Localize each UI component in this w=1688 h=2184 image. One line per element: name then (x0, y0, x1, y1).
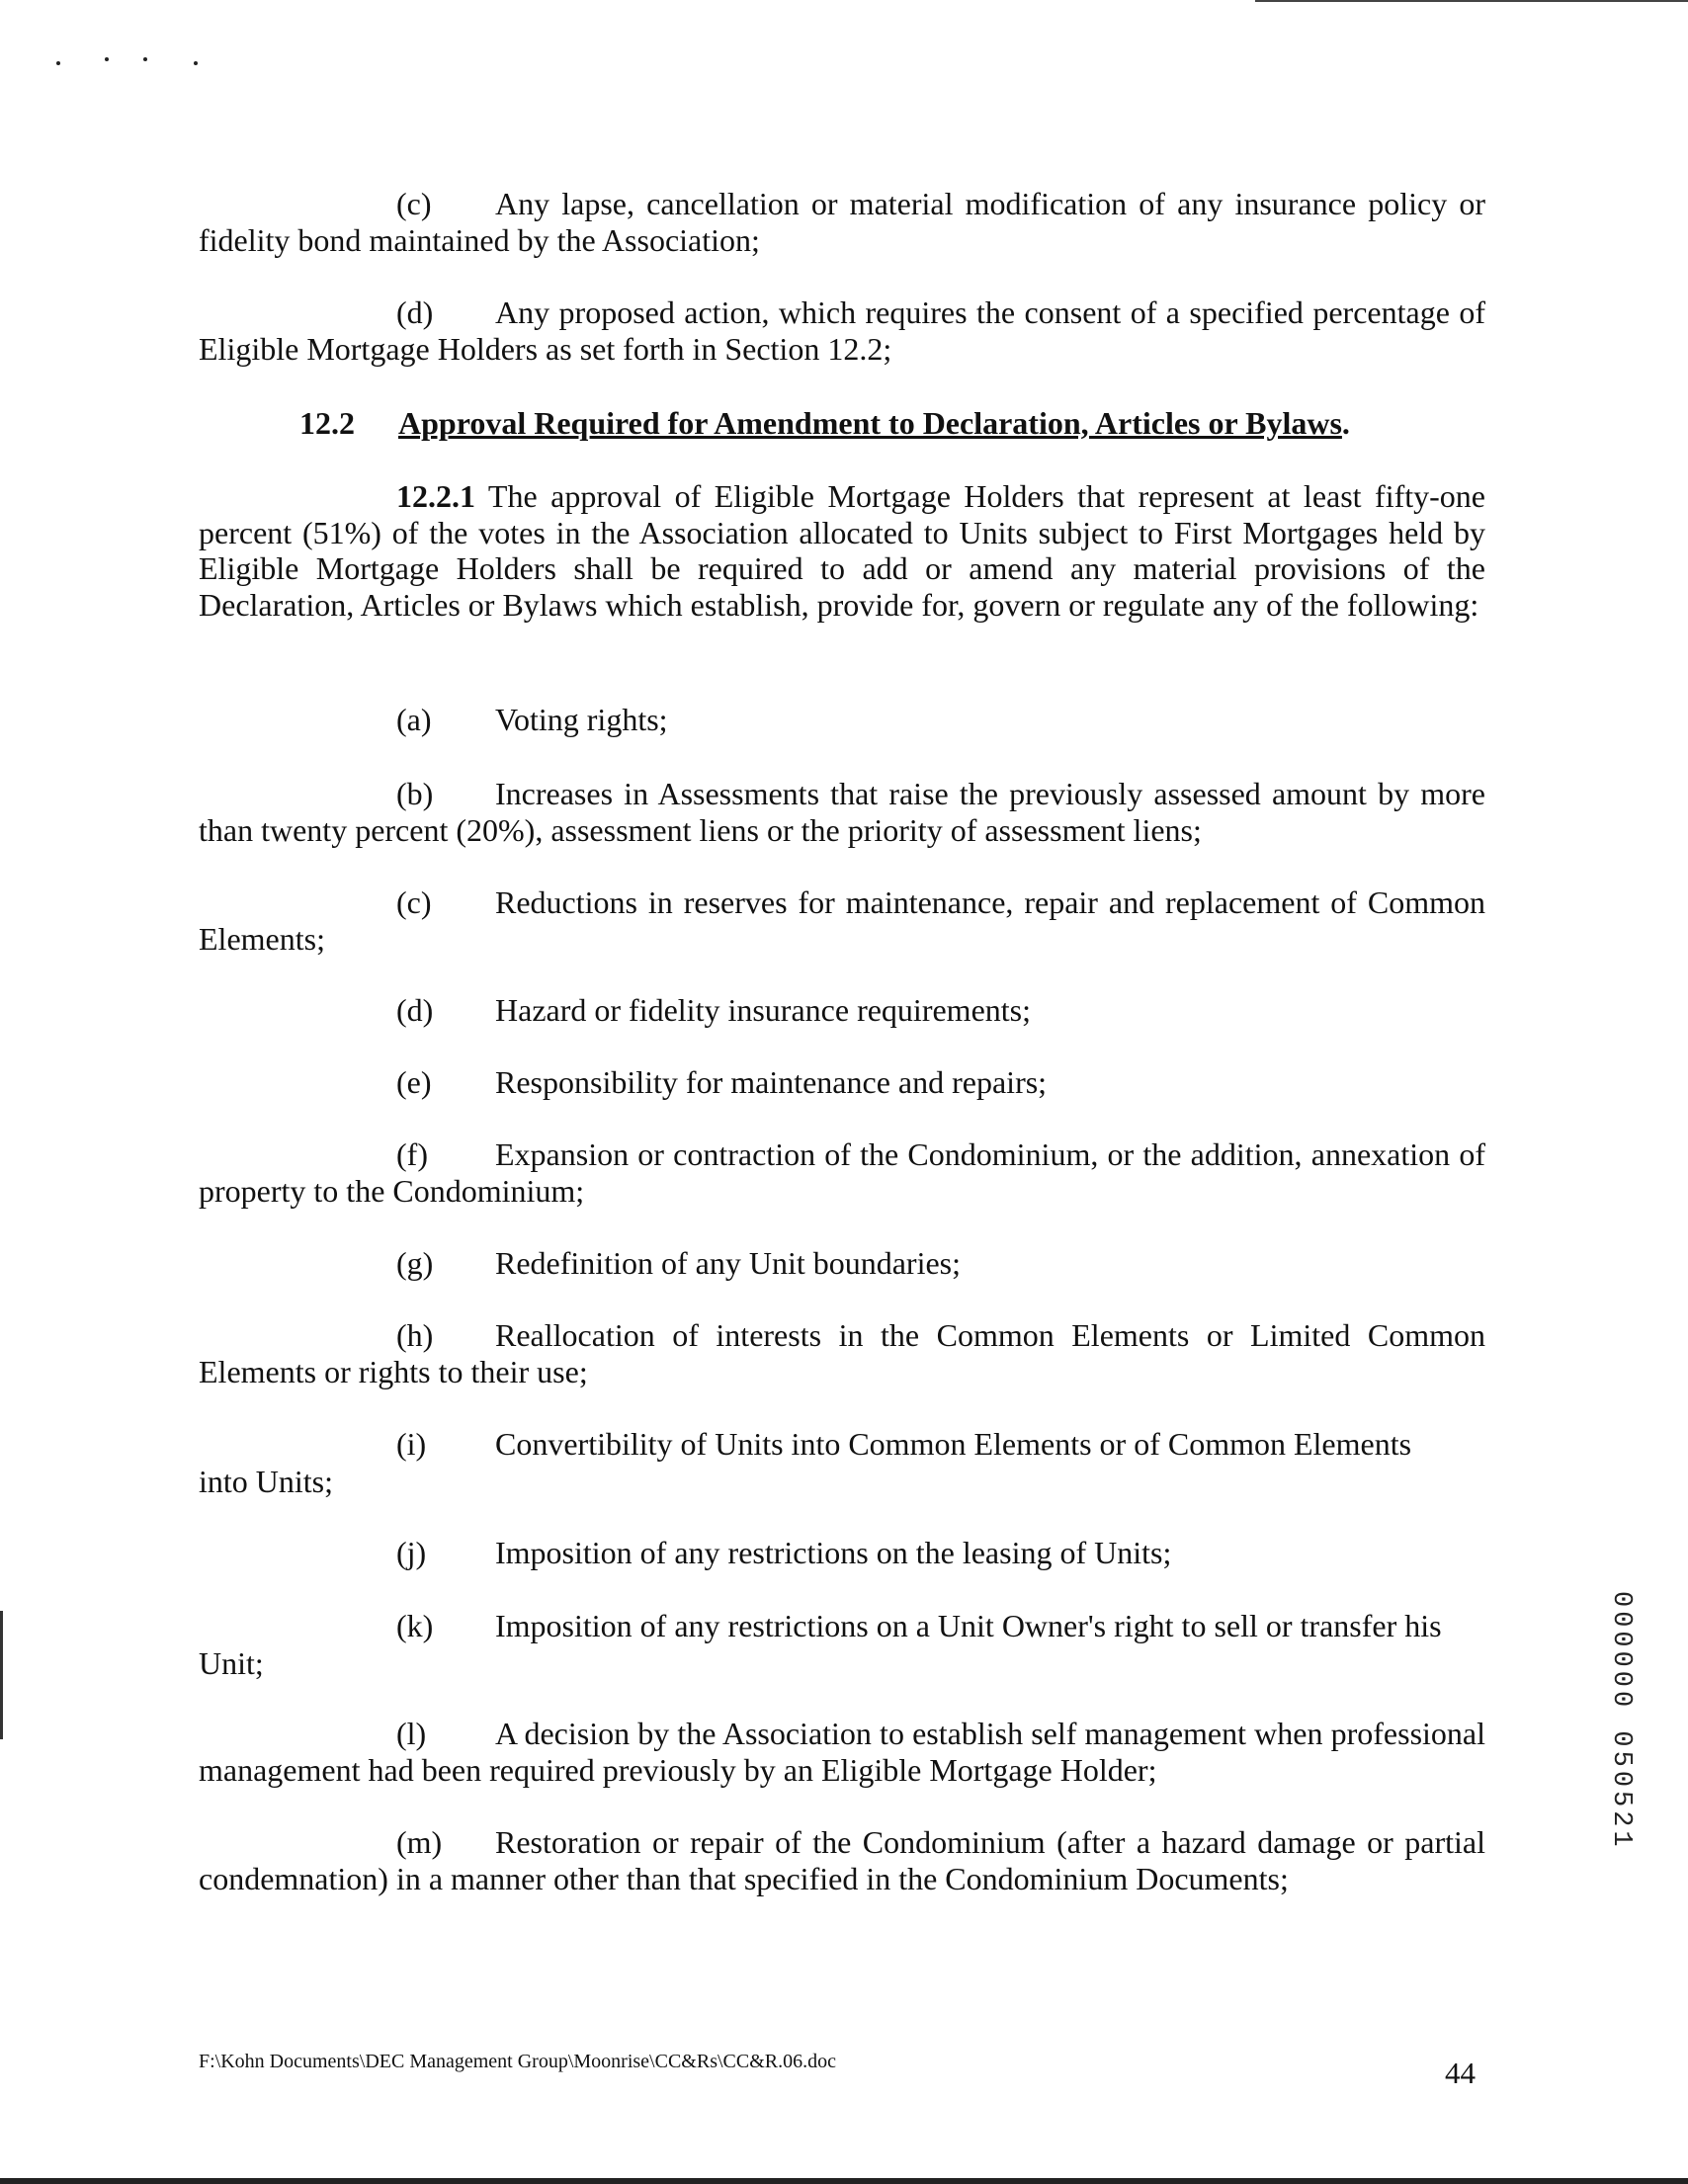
item-text: Imposition of any restrictions on the leasing of Units; (495, 1535, 1172, 1570)
list-item (199, 1136, 1485, 1209)
section-title: Approval Required for Amendment to Declaration, Articles or Bylaws (398, 405, 1342, 441)
subsection-text: The approval of Eligible Mortgage Holders that represent at least fifty-one percent (51%) of the votes in the Association allocated to Units subject to First Mortgages held by Eligible Mortgage Holders shall be required to add or amend any material provisions of the Declaration, Articles or Bylaws which establish, provide for, govern or regulate any of the following: (199, 478, 1486, 623)
page-number: 44 (1445, 2056, 1476, 2090)
item-label: (k) (396, 1608, 434, 1643)
list-item (199, 1607, 1485, 1682)
item-label: (c) (396, 884, 432, 920)
item-c-insurance-lapse (199, 186, 1485, 258)
item-label: (b) (396, 776, 434, 811)
item-text-continued: into Units; (199, 1464, 334, 1499)
subsection-12-2-1 (199, 478, 1485, 623)
section-number: 12.2 (299, 405, 355, 441)
list-item (199, 1245, 1485, 1282)
item-label: (j) (396, 1535, 427, 1570)
item-text: Imposition of any restrictions on a Unit Owner's right to sell or transfer his (495, 1608, 1442, 1643)
bates-number: 000000 050521 (1606, 1591, 1636, 1851)
item-text-continued: Unit; (199, 1645, 264, 1681)
item-text: Reductions in reserves for maintenance, repair and replacement of Common Elements; (199, 884, 1485, 957)
item-text: Voting rights; (495, 702, 668, 737)
scan-edge-top (1255, 0, 1688, 2)
list-item (199, 1425, 1485, 1500)
item-text: Hazard or fidelity insurance requirements; (495, 992, 1031, 1028)
item-text: Restoration or repair of the Condominium (after a hazard damage or partial condemnation) in a manner other than that specified in the Condominium Documents; (199, 1824, 1485, 1896)
list-item (199, 1317, 1485, 1389)
section-title-end: . (1341, 405, 1350, 441)
item-label: (l) (396, 1716, 427, 1751)
item-text: A decision by the Association to establish self management when professional management had been required previously by an Eligible Mortgage Holder; (199, 1716, 1485, 1788)
list-item (199, 1064, 1485, 1101)
item-text: Convertibility of Units into Common Elements or of Common Elements (495, 1426, 1412, 1462)
subsection-number: 12.2.1 (396, 478, 475, 514)
scan-speck (56, 61, 60, 65)
scan-edge-bottom (0, 2178, 1688, 2184)
item-label: (d) (396, 294, 434, 330)
item-text: Responsibility for maintenance and repairs; (495, 1064, 1048, 1100)
section-heading (299, 405, 1350, 442)
item-label: (e) (396, 1064, 432, 1100)
scan-edge-left (0, 1611, 3, 1739)
list-item (199, 1716, 1485, 1788)
list-item (199, 776, 1485, 848)
item-label: (d) (396, 992, 434, 1028)
item-label: (a) (396, 702, 432, 737)
item-label: (g) (396, 1245, 434, 1281)
scan-speck (143, 57, 147, 61)
item-label: (f) (396, 1136, 428, 1172)
list-item (199, 702, 1485, 738)
item-d-proposed-action (199, 294, 1485, 367)
item-text: Any proposed action, which requires the consent of a specified percentage of Eligible Mortgage Holders as set forth in Section 12.2; (199, 294, 1485, 367)
list-item (199, 1535, 1485, 1571)
footer-file-path: F:\Kohn Documents\DEC Management Group\Moonrise\CC&Rs\CC&R.06.doc (199, 2051, 836, 2072)
item-label: (m) (396, 1824, 443, 1860)
item-text: Increases in Assessments that raise the previously assessed amount by more than twenty percent (20%), assessment liens or the priority of assessment liens; (199, 776, 1485, 848)
item-text: Redefinition of any Unit boundaries; (495, 1245, 962, 1281)
item-label: (h) (396, 1317, 434, 1353)
scan-speck (194, 61, 198, 65)
item-text: Expansion or contraction of the Condominium, or the addition, annexation of property to the Condominium; (199, 1136, 1485, 1209)
list-item (199, 992, 1485, 1029)
list-item (199, 1824, 1485, 1896)
scan-speck (105, 57, 109, 61)
item-text: Any lapse, cancellation or material modification of any insurance policy or fidelity bond maintained by the Association; (199, 186, 1485, 258)
item-label: (i) (396, 1426, 427, 1462)
list-item (199, 884, 1485, 957)
item-text: Reallocation of interests in the Common Elements or Limited Common Elements or rights to their use; (199, 1317, 1485, 1389)
item-label: (c) (396, 186, 432, 221)
